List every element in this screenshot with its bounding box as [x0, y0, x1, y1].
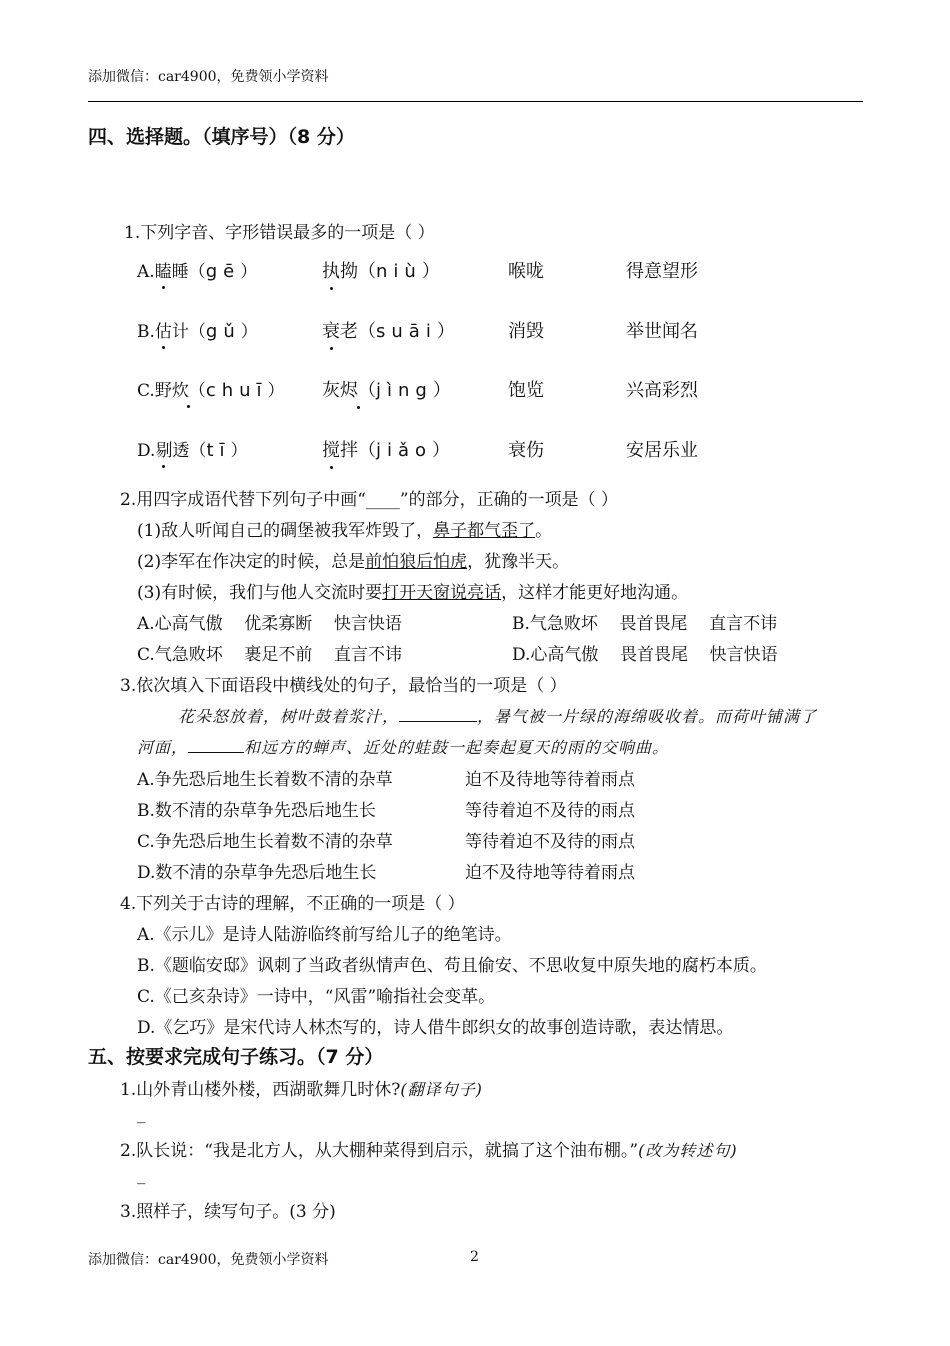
passage-text: 花朵怒放着，树叶鼓着浆汁，	[178, 707, 400, 726]
pinyin: gē	[205, 261, 241, 282]
option-idiom: 兴高彩烈	[626, 380, 698, 401]
paren-close: ）	[240, 262, 258, 282]
q3-passage-line-2	[137, 735, 669, 758]
option-idiom: 举世闻名	[626, 321, 698, 342]
q4-option-b: B.《题临安邸》讽刺了当政者纵情声色、苟且偷安、不思收复中原失地的腐朽本质。	[137, 956, 767, 976]
question-text: 1.山外青山楼外楼，西湖歌舞几时休?	[120, 1080, 401, 1100]
word-rest: 拌（	[340, 440, 376, 461]
s5-q3: 3.照样子，续写句子。(3 分)	[120, 1202, 336, 1222]
question-note: (翻译句子)	[400, 1080, 483, 1099]
paren-close: ）	[432, 440, 451, 461]
q4-option-a: A.《示儿》是诗人陆游临终前写给儿子的绝笔诗。	[137, 925, 512, 945]
sentence-text: ，犹豫半天。	[467, 552, 570, 572]
q2-option-b: B.气急败坏 畏首畏尾 直言不讳	[512, 614, 778, 634]
q3-option-c-right: 等待着迫不及待的雨点	[465, 832, 635, 852]
page-footer: 添加微信：car4900，免费领小学资料	[88, 1252, 329, 1268]
option-word: 消毁	[508, 321, 544, 342]
page-header: 添加微信：car4900，免费领小学资料	[88, 69, 329, 85]
q4-stem: 4.下列关于古诗的理解，不正确的一项是（ ）	[120, 894, 465, 914]
s5-q2	[120, 1136, 738, 1161]
q3-option-d-left: D.数不清的杂草争先恐后地生长	[137, 863, 377, 883]
word-rest: 睡（	[171, 262, 206, 282]
question-note: (改为转述句)	[638, 1141, 738, 1160]
fill-blank[interactable]	[399, 707, 477, 722]
passage-text: 河面，	[137, 738, 189, 757]
s5-q1-answer-line[interactable]: _	[137, 1104, 146, 1124]
question-text: 2.队长说：“我是北方人，从大棚种菜得到启示，就搞了这个油布棚。”	[120, 1141, 639, 1161]
paren-close: ）	[436, 321, 455, 342]
q2-sentence-1	[137, 516, 552, 541]
q2-stem: 2.用四字成语代替下列句子中画“____”的部分，正确的一项是（ ）	[120, 490, 619, 510]
word-rest: 透（	[172, 441, 207, 461]
q1-stem: 1.下列字音、字形错误最多的一项是（ ）	[124, 223, 435, 243]
sentence-text: ，这样才能更好地沟通。	[501, 583, 689, 603]
dotted-char: 瞌	[155, 257, 172, 282]
dotted-char: 搅	[322, 436, 340, 462]
underlined-phrase: 鼻子都气歪了	[433, 521, 536, 541]
word-rest: 计（	[171, 322, 206, 342]
option-letter: A.	[137, 262, 155, 282]
sentence-text: 。	[535, 521, 553, 541]
option-word: 喉咙	[508, 261, 544, 282]
q4-option-d: D.《乞巧》是宋代诗人林杰写的，诗人借牛郎织女的故事创造诗歌，表达情思。	[137, 1018, 734, 1038]
q4-option-c: C.《己亥杂诗》一诗中，“风雷”喻指社会变革。	[137, 987, 496, 1007]
q2-option-d: D.心高气傲 畏首畏尾 快言快语	[512, 645, 778, 665]
q2-option-a: A.心高气傲 优柔寡断 快言快语	[137, 614, 402, 634]
word-rest: 拗（	[340, 261, 376, 282]
q3-passage-line-1	[178, 704, 817, 727]
q3-stem: 3.依次填入下面语段中横线处的句子，最恰当的一项是（ ）	[120, 676, 567, 696]
header-rule	[88, 101, 863, 102]
word-char: 野	[154, 381, 172, 401]
dotted-char: 估	[155, 317, 172, 342]
pinyin: chuī	[205, 380, 268, 401]
q3-option-b-left: B.数不清的杂草争先恐后地生长	[137, 801, 376, 821]
fill-blank[interactable]	[188, 738, 244, 753]
option-idiom: 得意望形	[626, 261, 698, 282]
paren-close: ）	[267, 381, 285, 401]
underlined-phrase: 打开天窗说亮话	[382, 583, 502, 603]
passage-text: 和远方的蝉声、近处的蛙鼓一起奏起夏天的雨的交响曲。	[244, 738, 670, 757]
paren-close: ）	[432, 380, 451, 401]
pinyin: tī	[206, 440, 231, 461]
underlined-phrase: 前怕狼后怕虎	[365, 552, 468, 572]
q3-option-a-right: 迫不及待地等待着雨点	[465, 770, 635, 790]
paren-close: ）	[230, 441, 248, 461]
option-letter: B.	[137, 322, 155, 342]
dotted-char: 执	[322, 257, 340, 283]
section-5-title: 五、按要求完成句子练习。（7 分）	[88, 1046, 384, 1068]
pinyin: niù	[376, 261, 422, 282]
pinyin: jiǎo	[376, 440, 433, 461]
q3-option-a-left: A.争先恐后地生长着数不清的杂草	[137, 770, 393, 790]
word-rest: 老（	[340, 321, 376, 342]
section-4-title: 四、选择题。（填序号）（8 分）	[88, 126, 355, 148]
dotted-char: 烬（	[340, 376, 376, 402]
sentence-text: (2)李军在作决定的时候，总是	[137, 552, 366, 572]
q3-option-d-right: 迫不及待地等待着雨点	[465, 863, 635, 883]
pinyin: suāi	[376, 321, 437, 342]
dotted-char: 剔	[155, 436, 172, 461]
q2-sentence-2	[137, 547, 569, 572]
paren-close: ）	[240, 322, 258, 342]
passage-text: ，暑气被一片绿的海绵吸收着。而荷叶铺满了	[477, 707, 818, 726]
sentence-text: (3)有时候，我们与他人交流时要	[137, 583, 383, 603]
option-letter: D.	[137, 441, 156, 461]
option-idiom: 安居乐业	[626, 440, 698, 461]
pinyin: gǔ	[205, 321, 241, 342]
page-number: 2	[470, 1249, 479, 1265]
sentence-text: (1)敌人听闻自己的碉堡被我军炸毁了，	[137, 521, 434, 541]
q2-sentence-3	[137, 578, 688, 603]
q3-option-b-right: 等待着迫不及待的雨点	[465, 801, 635, 821]
paren-close: ）	[421, 261, 440, 282]
word-char: 灰	[322, 380, 340, 401]
dotted-char: 炊（	[172, 376, 206, 401]
option-word: 饱览	[508, 380, 544, 401]
q3-option-c-left: C.争先恐后地生长着数不清的杂草	[137, 832, 393, 852]
option-word: 衰伤	[508, 440, 544, 461]
s5-q2-answer-line[interactable]: _	[137, 1165, 146, 1185]
s5-q1	[120, 1075, 483, 1100]
dotted-char: 衰	[322, 317, 340, 343]
q2-option-c: C.气急败坏 裹足不前 直言不讳	[137, 645, 403, 665]
option-letter: C.	[137, 381, 155, 401]
pinyin: jìng	[376, 380, 433, 401]
